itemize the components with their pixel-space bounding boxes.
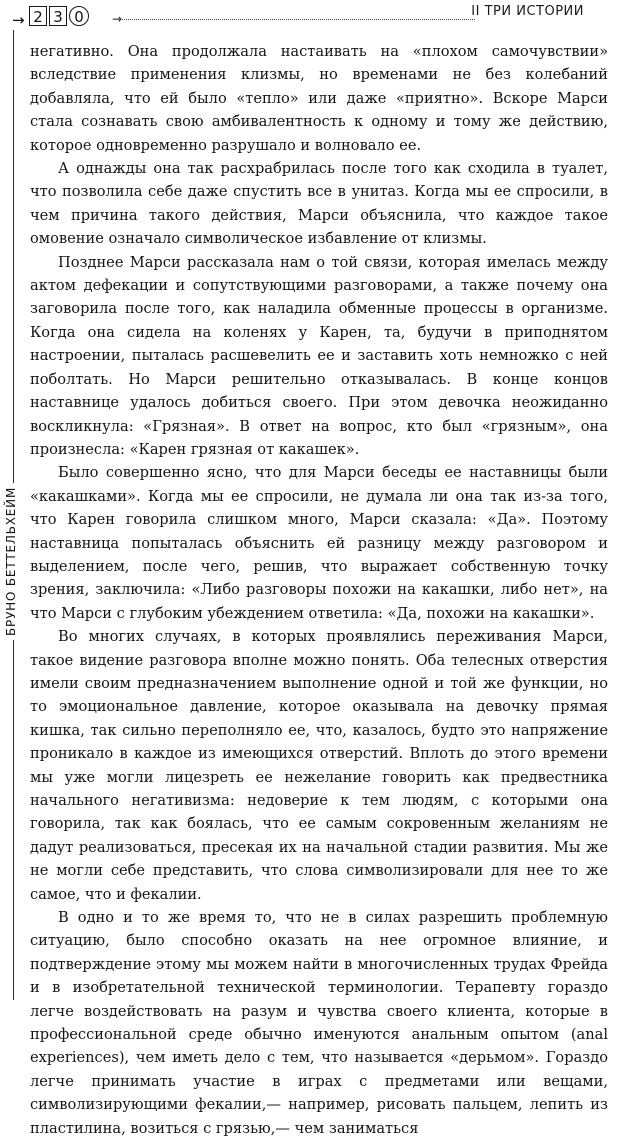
paragraph: А однажды она так расхрабрилась после того как сходила в туалет, что позволила себе даже спустить все в унитаз. Когда мы ее спросили, в чем причина такого действия, Марси объяснила, что каждое такое омовение означало символическое избавление от клизмы. [30,160,608,248]
running-head: II ТРИ ИСТОРИИ [471,4,584,19]
paragraph: Во многих случаях, в которых проявлялись переживания Марси, такое видение разговора вполне можно понять. Оба телесных отверстия имели своим предназначением выполнение одной и той же функции, но то эмоциональное давление, которое оказывала на девочку прямая кишка, так сильно переполняло ее, что, казалось, будто это напряжение проникало в каждое из имеющихся отверстий. Вплоть до этого времени мы уже могли лицезреть ее нежелание говорить как предвестника начального негативизма: недоверие к тем людям, с которыми она говорила, так как боялась, что ее самым сокровенным желаниям не дадут реализоваться, пресекая их на начальной стадии развития. Мы же не могли себе представить, что слова символизировали для нее то же самое, что и фекалии. [30,628,608,903]
paragraph: Позднее Марси рассказала нам о той связи, которая имелась между актом дефекации и сопутствующими разговорами, а также почему она заговорила после того, как наладила обменные процессы в организме. Когда она сидела на коленях у Карен, та, будучи в приподнятом настроении, пыталась расшевелить ее и заставить хоть немножко с ней поболтать. Но Марси решительно отказывалась. В конце концов наставнице удалось добиться своего. При этом девочка неожиданно воскликнула: «Грязная». В ответ на вопрос, кто был «грязным», она произнесла: «Карен грязная от какашек». [30,253,608,458]
arrow-right-icon: → [12,11,25,29]
page-header [0,0,620,30]
body-text [30,40,608,1137]
page-number-digit: 2 [29,6,47,26]
paragraph: В одно и то же время то, что не в силах разрешить проблемную ситуацию, было способно оказать на нее огромное влияние, и подтверждение этому мы можем найти в многочисленных трудах Фрейда и в изобретательной технической терминологии. Терапевту гораздо легче воздействовать на разум и чувства своего клиента, которые в профессиональной среде обычно именуются анальным опытом (anal experiences), чем иметь дело с тем, что называется «дерьмом». Гораздо легче принимать участие в играх с предметами или вещами, символизирующими фекалии,— например, рисовать пальцем, лепить из пластилина, возиться с грязью,— чем заниматься [30,909,608,1137]
page-number [29,5,91,27]
paragraph: Было совершенно ясно, что для Марси беседы ее наставницы были «какашками». Когда мы ее спросили, не думала ли она так из-за того, что Карен говорила слишком много, Марси сказала: «Да». Поэтому наставница попыталась объяснить ей разницу между разговором и выделением, после чего, решив, что выражает собственную точку зрения, заключила: «Либо разговоры похожи на какашки, либо нет», на что Марси с глубоким убеждением ответила: «Да, похожи на какашки». [30,464,608,622]
page-number-digit: 3 [49,6,67,26]
header-divider [120,19,475,20]
page-number-digit: 0 [69,6,89,26]
spine-author: БРУНО БЕТТЕЛЬХЕЙМ [4,483,18,640]
paragraph: негативно. Она продолжала настаивать на «плохом самочувствии» вследствие применения клизмы, но временами не без колебаний добавляла, что ей было «тепло» или даже «приятно». Вскоре Марси стала сознавать свою амбивалентность к одному и тому же действию, которое одновременно разрушало и волновало ее. [30,43,608,154]
arrow-right-icon: → [112,12,123,26]
